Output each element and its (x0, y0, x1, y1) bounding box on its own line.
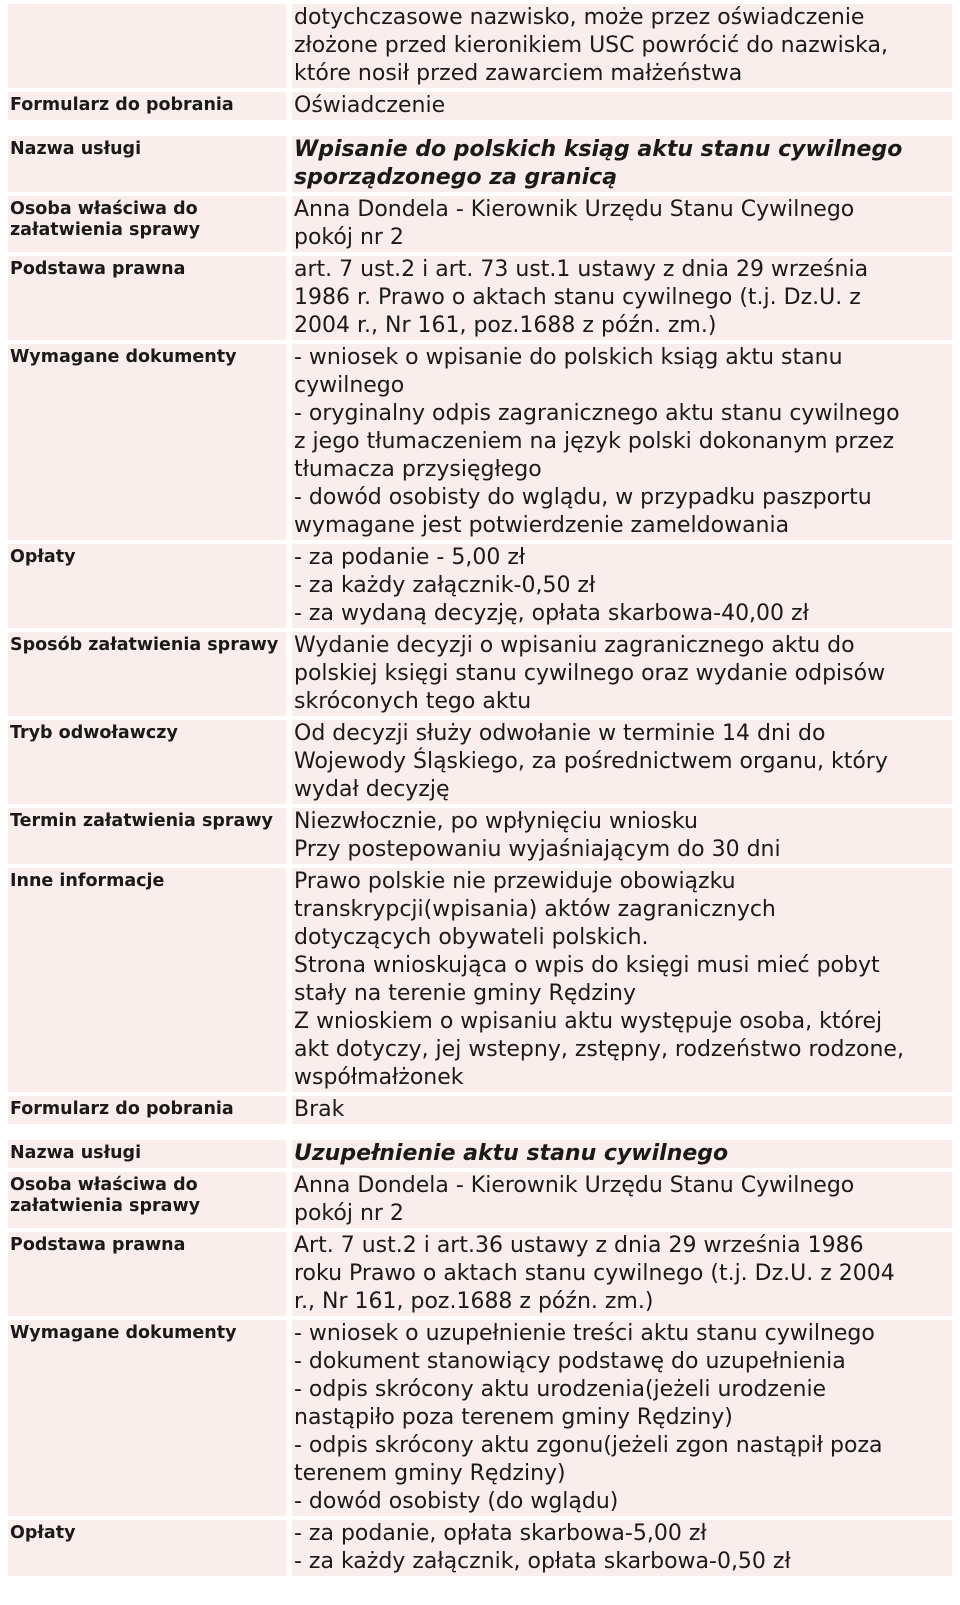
info-row (8, 1172, 952, 1228)
row-label: Opłaty (8, 544, 286, 628)
row-label: Tryb odwoławczy (8, 720, 286, 804)
info-row (8, 136, 952, 192)
value-line: 2004 r., Nr 161, poz.1688 z późn. zm.) (294, 313, 717, 338)
row-label: Inne informacje (8, 868, 286, 1092)
row-value (292, 868, 952, 1092)
row-value (292, 1172, 952, 1228)
info-row (8, 256, 952, 340)
info-row (8, 868, 952, 1092)
row-value (292, 344, 952, 540)
value-line: - dokument stanowiący podstawę do uzupełnienia (294, 1349, 846, 1374)
row-label: Formularz do pobrania (8, 1096, 286, 1124)
value-line: - odpis skrócony aktu urodzenia(jeżeli urodzenie (294, 1377, 827, 1402)
service-document (8, 4, 952, 1580)
info-row (8, 4, 952, 88)
value-line: Od decyzji służy odwołanie w terminie 14 dni do (294, 721, 826, 746)
info-row (8, 632, 952, 716)
value-line: - za wydaną decyzję, opłata skarbowa-40,00 zł (294, 601, 809, 626)
info-row (8, 196, 952, 252)
row-label: Wymagane dokumenty (8, 1320, 286, 1516)
value-line: Niezwłocznie, po wpłynięciu wniosku (294, 809, 698, 834)
value-line: dotyczących obywateli polskich. (294, 925, 649, 950)
value-line: transkrypcji(wpisania) aktów zagranicznych (294, 897, 776, 922)
value-line: które nosił przed zawarciem małżeństwa (294, 61, 743, 86)
row-value (292, 1096, 952, 1124)
value-line: r., Nr 161, poz.1688 z późn. zm.) (294, 1289, 654, 1314)
value-line: - dowód osobisty (do wglądu) (294, 1489, 619, 1514)
value-line: z jego tłumaczeniem na język polski dokonanym przez (294, 429, 895, 454)
value-line: - wniosek o uzupełnienie treści aktu stanu cywilnego (294, 1321, 875, 1346)
value-line: cywilnego (294, 373, 405, 398)
value-line: Oświadczenie (294, 93, 446, 118)
value-line: Uzupełnienie aktu stanu cywilnego (294, 1141, 729, 1166)
value-line: złożone przed kieronikiem USC powrócić do nazwiska, (294, 33, 889, 58)
row-label: Opłaty (8, 1520, 286, 1576)
value-line: skróconych tego aktu (294, 689, 532, 714)
value-line: Brak (294, 1097, 345, 1122)
value-line: Z wnioskiem o wpisaniu aktu występuje osoba, której (294, 1009, 883, 1034)
row-label (8, 4, 286, 88)
row-value (292, 1232, 952, 1316)
info-row (8, 1232, 952, 1316)
value-line: nastąpiło poza terenem gminy Rędziny) (294, 1405, 733, 1430)
value-line: - wniosek o wpisanie do polskich ksiąg aktu stanu (294, 345, 843, 370)
value-line: Wojewody Śląskiego, za pośrednictwem organu, który (294, 749, 888, 774)
service-title (292, 1140, 952, 1168)
info-row (8, 808, 952, 864)
value-line: wymagane jest potwierdzenie zameldowania (294, 513, 790, 538)
value-line: terenem gminy Rędziny) (294, 1461, 566, 1486)
value-line: Art. 7 ust.2 i art.36 ustawy z dnia 29 września 1986 (294, 1233, 864, 1258)
row-value (292, 1520, 952, 1576)
info-row (8, 1320, 952, 1516)
value-line: 1986 r. Prawo o aktach stanu cywilnego (t.j. Dz.U. z (294, 285, 861, 310)
info-row (8, 344, 952, 540)
value-line: Strona wnioskująca o wpis do księgi musi mieć pobyt (294, 953, 880, 978)
row-label: Podstawa prawna (8, 1232, 286, 1316)
row-label: Nazwa usługi (8, 1140, 286, 1168)
info-row (8, 1520, 952, 1576)
value-line: roku Prawo o aktach stanu cywilnego (t.j. Dz.U. z 2004 (294, 1261, 895, 1286)
service-title (292, 136, 952, 192)
row-label: Wymagane dokumenty (8, 344, 286, 540)
value-line: pokój nr 2 (294, 225, 404, 250)
value-line: - oryginalny odpis zagranicznego aktu stanu cywilnego (294, 401, 900, 426)
value-line: polskiej księgi stanu cywilnego oraz wydanie odpisów (294, 661, 886, 686)
value-line: sporządzonego za granicą (294, 165, 618, 190)
value-line: - dowód osobisty do wglądu, w przypadku paszportu (294, 485, 872, 510)
row-label: Nazwa usługi (8, 136, 286, 192)
row-value (292, 632, 952, 716)
value-line: - za podanie, opłata skarbowa-5,00 zł (294, 1521, 707, 1546)
value-line: Wydanie decyzji o wpisaniu zagranicznego aktu do (294, 633, 855, 658)
value-line: - odpis skrócony aktu zgonu(jeżeli zgon nastąpił poza (294, 1433, 883, 1458)
row-value (292, 256, 952, 340)
value-line: dotychczasowe nazwisko, może przez oświadczenie (294, 5, 865, 30)
row-value (292, 544, 952, 628)
value-line: współmałżonek (294, 1065, 464, 1090)
row-value (292, 196, 952, 252)
value-line: tłumacza przysięgłego (294, 457, 542, 482)
row-value (292, 720, 952, 804)
value-line: Przy postepowaniu wyjaśniającym do 30 dni (294, 837, 781, 862)
row-label: Osoba właściwa do załatwienia sprawy (8, 1172, 286, 1228)
value-line: - za każdy załącznik, opłata skarbowa-0,50 zł (294, 1549, 791, 1574)
value-line: stały na terenie gminy Rędziny (294, 981, 636, 1006)
info-row (8, 92, 952, 120)
row-label: Osoba właściwa do załatwienia sprawy (8, 196, 286, 252)
info-row (8, 544, 952, 628)
row-label: Formularz do pobrania (8, 92, 286, 120)
value-line: Anna Dondela - Kierownik Urzędu Stanu Cywilnego (294, 197, 855, 222)
value-line: wydał decyzję (294, 777, 450, 802)
info-row (8, 1140, 952, 1168)
row-label: Termin załatwienia sprawy (8, 808, 286, 864)
value-line: akt dotyczy, jej wstepny, zstępny, rodzeństwo rodzone, (294, 1037, 904, 1062)
row-label: Podstawa prawna (8, 256, 286, 340)
row-value (292, 808, 952, 864)
value-line: art. 7 ust.2 i art. 73 ust.1 ustawy z dnia 29 września (294, 257, 869, 282)
row-value (292, 4, 952, 88)
row-label: Sposób załatwienia sprawy (8, 632, 286, 716)
value-line: Prawo polskie nie przewiduje obowiązku (294, 869, 736, 894)
value-line: Anna Dondela - Kierownik Urzędu Stanu Cywilnego (294, 1173, 855, 1198)
value-line: - za podanie - 5,00 zł (294, 545, 526, 570)
row-value (292, 92, 952, 120)
value-line: - za każdy załącznik-0,50 zł (294, 573, 596, 598)
value-line: Wpisanie do polskich ksiąg aktu stanu cywilnego (294, 137, 903, 162)
info-row (8, 720, 952, 804)
info-row (8, 1096, 952, 1124)
row-value (292, 1320, 952, 1516)
value-line: pokój nr 2 (294, 1201, 404, 1226)
